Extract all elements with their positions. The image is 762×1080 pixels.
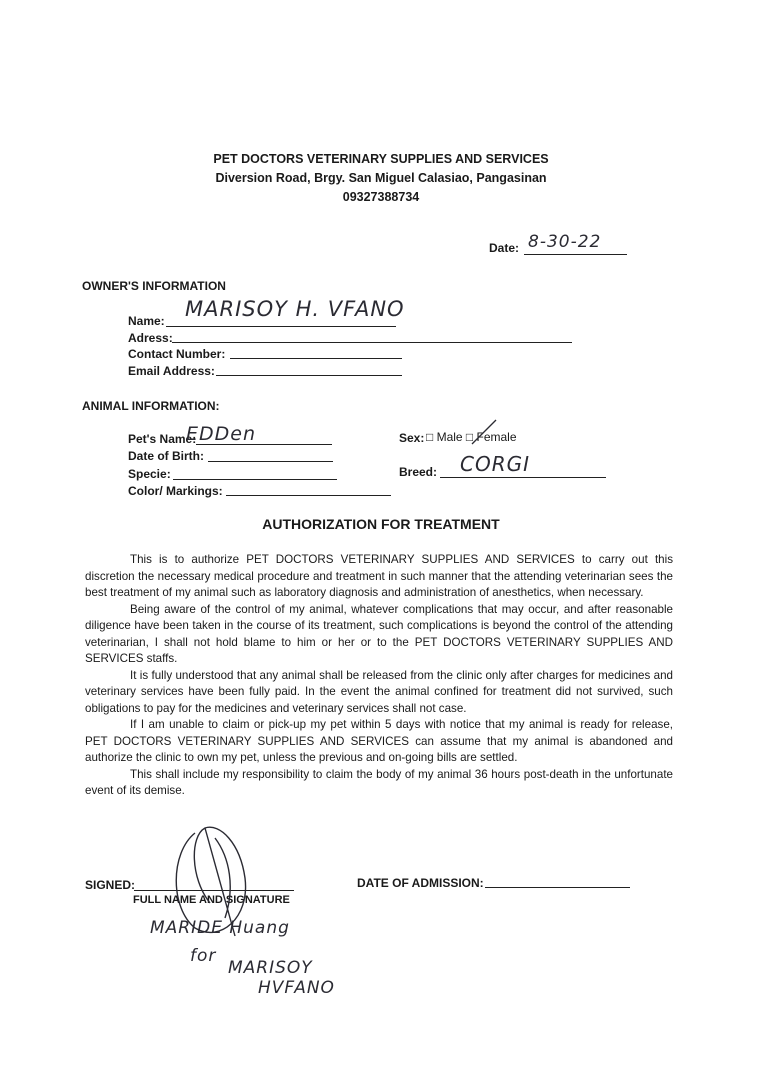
company-address: Diversion Road, Brgy. San Miguel Calasiao, Pangasinan: [215, 171, 547, 185]
breed-label: Breed:: [399, 465, 438, 479]
authorization-paragraph: It is fully understood that any animal shall be released from the clinic only after charges for medicines and veterinary services have been fully paid. In the event the animal confined for treatment did not survived, such obligations to pay for the medicines and veterinary services shall not case.: [85, 668, 673, 715]
signature-handwritten-line2: for: [190, 946, 217, 966]
authorization-body: [85, 552, 673, 800]
signature-handwritten-line1: MARIDE Huang: [150, 918, 290, 938]
owner-address-label: Adress:: [128, 331, 173, 345]
date-line: [524, 254, 627, 255]
email-line: [216, 375, 402, 376]
contact-number-label: Contact Number:: [128, 347, 226, 361]
owner-name-line: [166, 326, 396, 327]
pet-name-label: Pet's Name:: [128, 432, 197, 446]
pet-name-handwritten: EDDen: [186, 423, 256, 445]
authorization-paragraph: This is to authorize PET DOCTORS VETERINARY SUPPLIES AND SERVICES to carry out this discretion the necessary medical procedure and treatment in such manner that the attending veterinarian sees the best treatment of my animal such as laboratory diagnosis and administration of anesthetics, when necessary.: [85, 553, 673, 599]
authorization-paragraph: This shall include my responsibility to claim the body of my animal 36 hours post-death in the unfortunate event of its demise.: [85, 767, 673, 797]
dob-line: [208, 461, 333, 462]
date-handwritten: 8-30-22: [528, 232, 602, 252]
date-label: Date:: [489, 241, 520, 255]
company-name: PET DOCTORS VETERINARY SUPPLIES AND SERVICES: [213, 152, 549, 166]
breed-handwritten: CORGI: [460, 452, 530, 476]
owner-address-line: [172, 342, 572, 343]
owner-heading: OWNER'S INFORMATION: [82, 279, 226, 293]
signature-handwritten-line4: HVFANO: [258, 978, 335, 998]
company-phone: 09327388734: [342, 190, 420, 204]
signature-handwritten-line3: MARISOY: [228, 958, 313, 978]
authorization-paragraph: If I am unable to claim or pick-up my pet within 5 days with notice that my animal is ready for release, PET DOCTORS VETERINARY SUPPLIES AND SERVICES can assume that my animal is abandoned and authorize the clinic to own my pet, unless the previous and on-going bills are settled.: [85, 718, 673, 764]
owner-name-label: Name:: [128, 314, 165, 328]
female-check-mark: [470, 418, 500, 448]
specie-line: [173, 479, 337, 480]
authorization-title: AUTHORIZATION FOR TREATMENT: [262, 516, 500, 532]
breed-line: [440, 477, 606, 478]
dob-label: Date of Birth:: [128, 449, 204, 463]
date-of-admission-line: [485, 887, 630, 888]
full-name-label: FULL NAME AND SIGNATURE: [133, 894, 290, 906]
color-markings-label: Color/ Markings:: [128, 484, 223, 498]
animal-heading: ANIMAL INFORMATION:: [82, 399, 220, 413]
contact-number-line: [230, 358, 402, 359]
color-markings-line: [226, 495, 391, 496]
owner-name-handwritten: MARISOY H. VFANO: [185, 297, 405, 321]
sex-options[interactable]: □ Male □ Female: [426, 430, 517, 444]
sex-label: Sex:: [399, 431, 425, 445]
specie-label: Specie:: [128, 467, 171, 481]
signed-label: SIGNED:: [85, 878, 136, 892]
date-of-admission-label: DATE OF ADMISSION:: [357, 876, 484, 890]
authorization-paragraph: Being aware of the control of my animal, whatever complications that may occur, and after reasonable diligence have been taken in the course of its treatment, such complications is beyond the control of the attending veterinarian, I shall not hold blame to him or her or to the PET DOCTORS VETERINARY SUPPLIES AND SERVICES staffs.: [85, 602, 673, 665]
email-label: Email Address:: [128, 364, 215, 378]
